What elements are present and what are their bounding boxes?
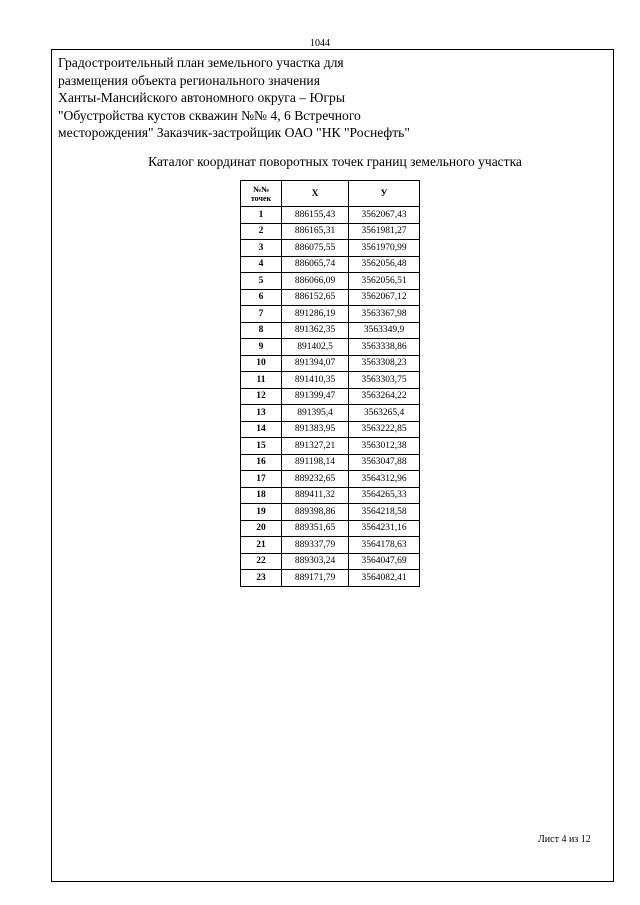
y-coordinate-cell: 3563012,38 [349,438,420,455]
table-row [241,339,420,356]
point-number-cell: 15 [241,438,282,455]
point-number-cell: 1 [241,207,282,224]
y-coordinate-cell: 3564265,33 [349,487,420,504]
point-number-cell: 16 [241,454,282,471]
x-coordinate-cell: 889171,79 [282,570,349,587]
x-coordinate-cell: 886065,74 [282,256,349,273]
y-coordinate-cell: 3561981,27 [349,223,420,240]
y-coordinate-cell: 3563308,23 [349,355,420,372]
table-header-row [241,181,420,207]
table-row [241,454,420,471]
point-number-cell: 19 [241,504,282,521]
table-body [241,207,420,587]
table-row [241,537,420,554]
table-row [241,520,420,537]
point-number-cell: 11 [241,372,282,389]
point-number-cell: 8 [241,322,282,339]
point-number-cell: 14 [241,421,282,438]
y-coordinate-cell: 3564312,96 [349,471,420,488]
coordinates-table [240,180,420,587]
x-coordinate-cell: 886152,65 [282,289,349,306]
table-row [241,322,420,339]
y-coordinate-cell: 3563265,4 [349,405,420,422]
y-coordinate-cell: 3561970,99 [349,240,420,257]
y-coordinate-cell: 3563367,98 [349,306,420,323]
column-header-y: У [349,181,420,207]
point-number-cell: 7 [241,306,282,323]
y-coordinate-cell: 3562056,48 [349,256,420,273]
header-line: размещения объекта регионального значения [58,72,320,88]
y-coordinate-cell: 3562067,12 [349,289,420,306]
point-number-cell: 4 [241,256,282,273]
table-row [241,487,420,504]
header-line: месторождения" Заказчик-застройщик ОАО "НК "Роснефть" [58,125,410,141]
point-number-cell: 23 [241,570,282,587]
x-coordinate-cell: 889337,79 [282,537,349,554]
document-header [58,54,410,141]
point-number-cell: 21 [241,537,282,554]
x-coordinate-cell: 889411,32 [282,487,349,504]
table-row [241,240,420,257]
header-line: Ханты-Мансийского автономного округа – Югры [58,90,345,106]
x-coordinate-cell: 886165,31 [282,223,349,240]
header-line: "Обустройства кустов скважин №№ 4, 6 Встречного [58,107,361,123]
y-coordinate-cell: 3564218,58 [349,504,420,521]
x-coordinate-cell: 891394,07 [282,355,349,372]
point-number-cell: 22 [241,553,282,570]
y-coordinate-cell: 3563338,86 [349,339,420,356]
table-row [241,207,420,224]
point-number-cell: 12 [241,388,282,405]
table-row [241,306,420,323]
sheet-label: Лист 4 из 12 [538,834,591,845]
table-row [241,388,420,405]
catalog-title: Каталог координат поворотных точек границ земельного участка [148,154,522,169]
table-row [241,421,420,438]
x-coordinate-cell: 891410,35 [282,372,349,389]
column-header-number: №№ точек [241,181,282,207]
table-row [241,289,420,306]
point-number-cell: 3 [241,240,282,257]
point-number-cell: 2 [241,223,282,240]
table-row [241,256,420,273]
point-number-cell: 6 [241,289,282,306]
y-coordinate-cell: 3563264,22 [349,388,420,405]
y-coordinate-cell: 3562056,51 [349,273,420,290]
x-coordinate-cell: 891362,35 [282,322,349,339]
x-coordinate-cell: 886066,09 [282,273,349,290]
y-coordinate-cell: 3563303,75 [349,372,420,389]
y-coordinate-cell: 3564047,69 [349,553,420,570]
table-row [241,405,420,422]
table-row [241,223,420,240]
table-row [241,273,420,290]
point-number-cell: 20 [241,520,282,537]
x-coordinate-cell: 889232,65 [282,471,349,488]
x-coordinate-cell: 891286,19 [282,306,349,323]
point-number-cell: 5 [241,273,282,290]
y-coordinate-cell: 3564178,63 [349,537,420,554]
y-coordinate-cell: 3562067,43 [349,207,420,224]
x-coordinate-cell: 891327,21 [282,438,349,455]
y-coordinate-cell: 3563047,88 [349,454,420,471]
x-coordinate-cell: 889303,24 [282,553,349,570]
y-coordinate-cell: 3564082,41 [349,570,420,587]
x-coordinate-cell: 889398,86 [282,504,349,521]
x-coordinate-cell: 891395,4 [282,405,349,422]
table-row [241,504,420,521]
table-row [241,355,420,372]
y-coordinate-cell: 3564231,16 [349,520,420,537]
x-coordinate-cell: 891198,14 [282,454,349,471]
table-row [241,570,420,587]
point-number-cell: 10 [241,355,282,372]
point-number-cell: 13 [241,405,282,422]
x-coordinate-cell: 886155,43 [282,207,349,224]
x-coordinate-cell: 891399,47 [282,388,349,405]
x-coordinate-cell: 889351,65 [282,520,349,537]
table-row [241,372,420,389]
x-coordinate-cell: 886075,55 [282,240,349,257]
y-coordinate-cell: 3563222,85 [349,421,420,438]
point-number-cell: 17 [241,471,282,488]
x-coordinate-cell: 891402,5 [282,339,349,356]
point-number-cell: 9 [241,339,282,356]
y-coordinate-cell: 3563349,9 [349,322,420,339]
column-header-x: X [282,181,349,207]
point-number-cell: 18 [241,487,282,504]
table-row [241,471,420,488]
header-line: Градостроительный план земельного участка для [58,55,344,70]
table-row [241,438,420,455]
page-number: 1044 [310,38,330,49]
x-coordinate-cell: 891383,95 [282,421,349,438]
table-row [241,553,420,570]
